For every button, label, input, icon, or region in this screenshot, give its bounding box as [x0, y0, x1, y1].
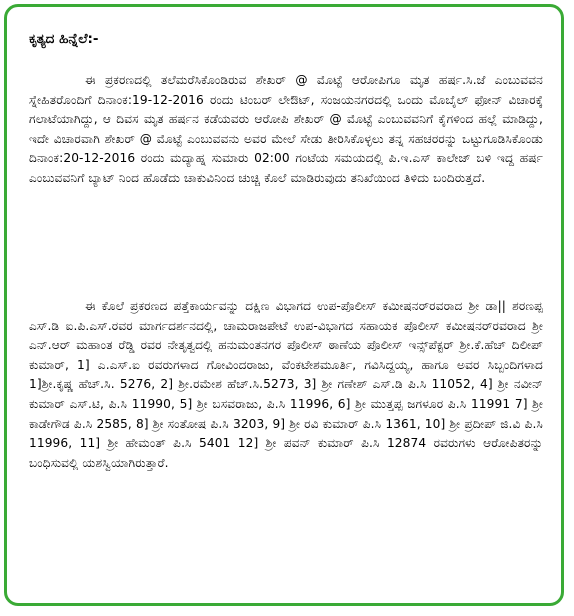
- paragraph-background: ಈ ಪ್ರಕರಣದಲ್ಲಿ ತಲೆಮರೆಸಿಕೊಂಡಿರುವ ಶೇಖರ್ @ ಮೊಟ್ಟೆ ಆರೋಪಿಗೂ ಮೃತ ಹರ್ಷ.ಸಿ.ಜೆ ಎಂಬುವವನ ಸ್ನೇಹಿತರೊಂದಿಗೆ ದಿನಾಂಕ:19-12-2016 ರಂದು ಟಿಂಬರ್ ಲೇಔಟ್, ಸಂಜಯನಗರದಲ್ಲಿ ಒಂದು ಮೊಬೈಲ್ ಫೋನ್ ವಿಚಾರಕ್ಕೆ ಗಲಾಟೆಯಾಗಿದ್ದು, ಆ ದಿವಸ ಮೃತ ಹರ್ಷನ ಕಡೆಯವರು ಆರೋಪಿ ಶೇಖರ್ @ ಮೊಟ್ಟೆ ಎಂಬುವವನಿಗೆ ಕೈಗಳಿಂದ ಹಲ್ಲೆ ಮಾಡಿದ್ದು, ಇದೇ ವಿಚಾರವಾಗಿ ಶೇಖರ್ @ ಮೊಟ್ಟೆ ಎಂಬುವವನು ಅವರ ಮೇಲೆ ಸೇಡು ತೀರಿಸಿಕೊಳ್ಳಲು ತನ್ನ ಸಹಚರರನ್ನು ಒಟ್ಟುಗೂಡಿಸಿಕೊಂಡು ದಿನಾಂಕ:20-12-2016 ರಂದು ಮದ್ಯಾಹ್ನ ಸುಮಾರು 02:00 ಗಂಟೆಯ ಸಮಯದಲ್ಲಿ ಪಿ.ಇ.ಎಸ್ ಕಾಲೇಜ್ ಬಳಿ ಇದ್ದ ಹರ್ಷ ಎಂಬುವವನಿಗೆ ಬ್ಯಾಟ್ ನಿಂದ ಹೊಡೆದು ಚಾಕುವಿನಿಂದ ಚುಚ್ಚಿ ಕೊಲೆ ಮಾಡಿರುವುದು ತನಿಖೆಯಿಂದ ತಿಳಿದು ಬಂದಿರುತ್ತದೆ.: [29, 73, 543, 185]
- section-heading: ಕೃತ್ಯದ ಹಿನ್ನೆಲೆ:-: [29, 31, 99, 47]
- paragraph-investigation: ಈ ಕೊಲೆ ಪ್ರಕರಣದ ಪತ್ತೆಕಾರ್ಯವನ್ನು ದಕ್ಷಿಣ ವಿಭಾಗದ ಉಪ-ಪೊಲೀಸ್ ಕಮೀಷನರ್‌ರವರಾದ ಶ್ರೀ ಡಾ|| ಶರಣಪ್ಪ ಎಸ್.ಡಿ ಐ.ಪಿ.ಎಸ್.ರವರ ಮಾರ್ಗದರ್ಶನದಲ್ಲಿ, ಚಾಮರಾಜಪೇಟೆ ಉಪ-ವಿಭಾಗದ ಸಹಾಯಕ ಪೊಲೀಸ್ ಕಮೀಷನರ್‌ರವರಾದ ಶ್ರೀ ಎನ್.ಆರ್ ಮಹಾಂತ ರೆಡ್ಡಿ ರವರ ನೇತೃತ್ವದಲ್ಲಿ ಹನುಮಂತನಗರ ಪೊಲೀಸ್ ಠಾಣೆಯ ಪೊಲೀಸ್ ಇನ್ಸ್‌ಪೆಕ್ಟರ್ ಶ್ರೀ.ಕೆ.ಹೆಚ್ ದಿಲೀಪ್ ಕುಮಾರ್, 1] ಎ.ಎಸ್.ಐ ರವರುಗಳಾದ ಗೋವಿಂದರಾಜು, ವೆಂಕಟೇಶಮೂರ್ತಿ, ಗವಿಸಿದ್ದಯ್ಯ, ಹಾಗೂ ಅವರ ಸಿಬ್ಬಂದಿಗಳಾದ 1]ಶ್ರೀ.ಕೃಷ್ಣ ಹೆಚ್.ಸಿ. 5276, 2] ಶ್ರೀ.ರಮೇಶ ಹೆಚ್.ಸಿ.5273, 3] ಶ್ರೀ ಗಣೇಶ್ ಎಸ್.ಡಿ ಪಿ.ಸಿ 11052, 4] ಶ್ರೀ ನವೀನ್ ಕುಮಾರ್ ಎಸ್.ಟಿ, ಪಿ.ಸಿ 11990, 5] ಶ್ರೀ ಬಸವರಾಜು, ಪಿ.ಸಿ 11996, 6] ಶ್ರೀ ಮುತ್ತಪ್ಪ ಜಗಳೂರ ಪಿ.ಸಿ 11991 7] ಶ್ರೀ ಕಾಡೇಗೌಡ ಪಿ.ಸಿ 2585, 8] ಶ್ರೀ ಸಂತೋಷ ಪಿ.ಸಿ 3203, 9] ಶ್ರೀ ರವಿ ಕುಮಾರ್ ಪಿ.ಸಿ 1361, 10] ಶ್ರೀ ಪ್ರದೀಪ್ ಜಿ.ವಿ ಪಿ.ಸಿ 11996, 11] ಶ್ರೀ ಹೇಮಂತ್ ಪಿ.ಸಿ 5401 12] ಶ್ರೀ ಪವನ್ ಕುಮಾರ್ ಪಿ.ಸಿ 12874 ರವರುಗಳು ಆರೋಪಿತರನ್ನು ಬಂಧಿಸುವಲ್ಲಿ ಯಶಸ್ವಿಯಾಗಿರುತ್ತಾರೆ.: [29, 299, 543, 470]
- document-card: [4, 4, 564, 606]
